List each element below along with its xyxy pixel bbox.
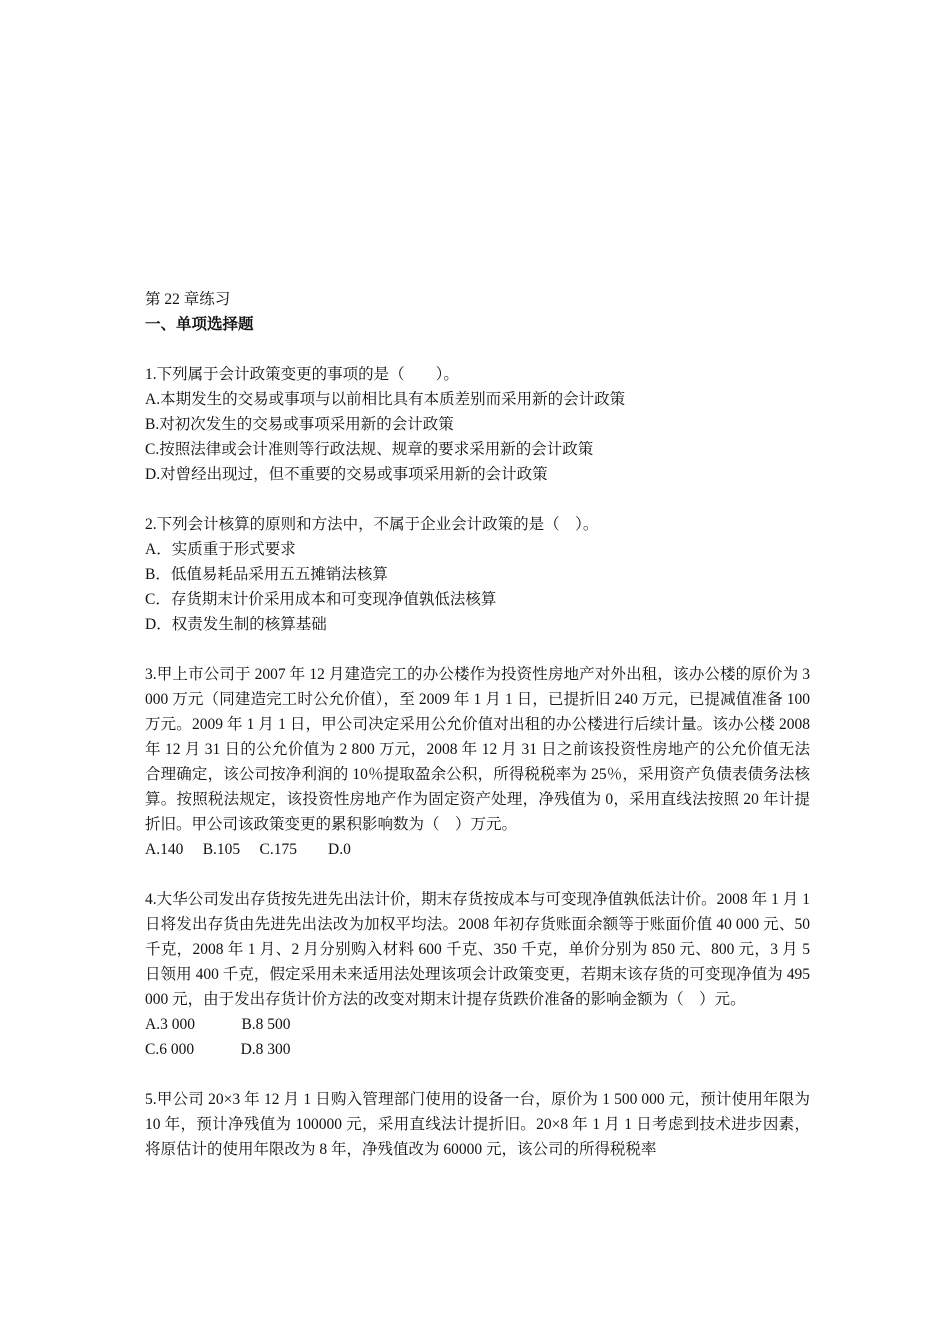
option-a: A．实质重于形式要求	[145, 541, 296, 558]
option-c: C.按照法律或会计准则等行政法规、规章的要求采用新的会计政策	[145, 441, 594, 458]
spacer	[145, 862, 810, 887]
options-row: A.140 B.105 C.175 D.0	[145, 841, 351, 858]
question-2	[145, 512, 810, 637]
question-stem: 5.甲公司 20×3 年 12 月 1 日购入管理部门使用的设备一台，原价为 1 500 000 元，预计使用年限为 10 年，预计净残值为 100000 元，采用直线法计提折旧。20×8 年 1 月 1 日考虑到技术进步因素，将原估计的使用年限改为 8 年，净残值改为 60000 元，该公司的所得税税率	[145, 1091, 810, 1158]
question-3	[145, 662, 810, 862]
spacer	[145, 1062, 810, 1087]
chapter-title: 第 22 章练习	[145, 291, 231, 308]
question-1	[145, 362, 810, 487]
section-title: 一、单项选择题	[145, 316, 254, 333]
option-b: B.对初次发生的交易或事项采用新的会计政策	[145, 416, 454, 433]
question-stem: 4.大华公司发出存货按先进先出法计价，期末存货按成本与可变现净值孰低法计价。2008 年 1 月 1 日将发出存货由先进先出法改为加权平均法。2008 年初存货账面余额等于账面价值 40 000 元、50 千克，2008 年 1 月、2 月分别购入材料 600 千克、350 千克，单价分别为 850 元、800 元，3 月 5 日领用 400 千克，假定采用未来适用法处理该项会计政策变更，若期末该存货的可变现净值为 495 000 元，由于发出存货计价方法的改变对期末计提存货跌价准备的影响金额为（ ）元。	[145, 891, 810, 1008]
option-b: B．低值易耗品采用五五摊销法核算	[145, 566, 388, 583]
option-d: D．权责发生制的核算基础	[145, 616, 327, 633]
question-stem: 1.下列属于会计政策变更的事项的是（ ）。	[145, 366, 459, 383]
option-d: D.对曾经出现过，但不重要的交易或事项采用新的会计政策	[145, 466, 548, 483]
question-stem: 2.下列会计核算的原则和方法中，不属于企业会计政策的是（ ）。	[145, 516, 599, 533]
spacer	[145, 337, 810, 362]
options-row: C.6 000 D.8 300	[145, 1041, 291, 1058]
question-stem: 3.甲上市公司于 2007 年 12 月建造完工的办公楼作为投资性房地产对外出租，该办公楼的原价为 3 000 万元（同建造完工时公允价值），至 2009 年 1 月 1 日，已提折旧 240 万元，已提减值准备 100 万元。2009 年 1 月 1 日，甲公司决定采用公允价值对出租的办公楼进行后续计量。该办公楼 2008 年 12 月 31 日的公允价值为 2 800 万元，2008 年 12 月 31 日之前该投资性房地产的公允价值无法合理确定，该公司按净利润的 10％提取盈余公积，所得税税率为 25％，采用资产负债表债务法核算。按照税法规定，该投资性房地产作为固定资产处理，净残值为 0，采用直线法按照 20 年计提折旧。甲公司该政策变更的累积影响数为（ ）万元。	[145, 666, 810, 833]
option-a: A.本期发生的交易或事项与以前相比具有本质差别而采用新的会计政策	[145, 391, 626, 408]
document-page	[145, 287, 810, 1162]
options-row: A.3 000 B.8 500	[145, 1016, 291, 1033]
question-4	[145, 887, 810, 1062]
spacer	[145, 637, 810, 662]
option-c: C．存货期末计价采用成本和可变现净值孰低法核算	[145, 591, 497, 608]
spacer	[145, 487, 810, 512]
question-5	[145, 1087, 810, 1162]
